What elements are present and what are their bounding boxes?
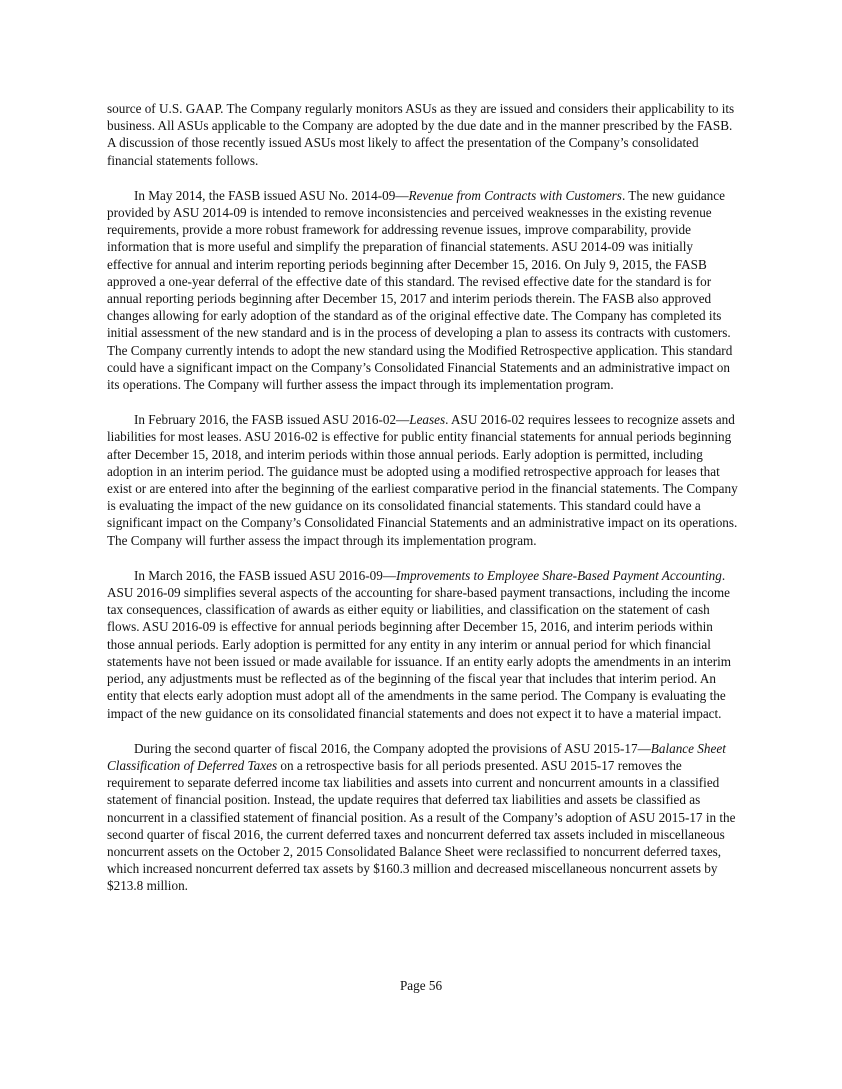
page-number: Page 56: [399, 978, 443, 993]
paragraph-asu-2016-02: [107, 411, 739, 549]
standard-title: Revenue from Contracts with Customers: [408, 187, 622, 203]
paragraph-asu-2014-09: [107, 187, 739, 393]
paragraph-asu-overview: [107, 100, 739, 169]
paragraph-text: In May 2014, the FASB issued ASU No. 2014-09—: [134, 187, 409, 203]
paragraph-text: In February 2016, the FASB issued ASU 2016-02—: [134, 412, 410, 428]
paragraph-asu-2016-09: [107, 567, 739, 722]
paragraph-text: . The new guidance provided by ASU 2014-09 is intended to remove inconsistencies and perceived weaknesses in the existing revenue requirements, provide a more robust framework for addressing revenue issues, improve comparability, provide information that is more useful and simplify the preparation of financial statements. ASU 2014-09 was initially effective for annual and interim reporting periods beginning after December 15, 2016. On July 9, 2015, the FASB approved a one-year deferral of the effective date of this standard. The revised effective date for the standard is for annual reporting periods beginning after December 15, 2017 and interim periods therein. The FASB also approved changes allowing for early adoption of the standard as of the original effective date. The Company has completed its initial assessment of the new standard and is in the process of developing a plan to assess its contracts with customers. The Company currently intends to adopt the new standard using the Modified Retrospective application. This standard could have a significant impact on the Company’s Consolidated Financial Statements and an administrative impact on its operations. The Company will further assess the impact through its implementation program.: [107, 187, 733, 393]
paragraph-text: . ASU 2016-09 simplifies several aspects of the accounting for share-based payment transactions, including the income tax consequences, classification of awards as either equity or liabilities, and classification on the statement of cash flows. ASU 2016-09 is effective for annual periods beginning after December 15, 2016, and interim periods within those annual periods. Early adoption is permitted for any entity in any interim or annual period for which financial statements have not been issued or made available for issuance. If an entity early adopts the amendments in an interim period, any adjustments must be reflected as of the beginning of the fiscal year that includes that interim period. An entity that elects early adoption must adopt all of the amendments in the same period. The Company is evaluating the impact of the new guidance on its consolidated financial statements and does not expect it to have a material impact.: [107, 567, 732, 721]
page-footer: [0, 977, 842, 994]
paragraph-asu-2015-17: [107, 740, 739, 895]
paragraph-text: source of U.S. GAAP. The Company regularly monitors ASUs as they are issued and considers their applicability to its business. All ASUs applicable to the Company are adopted by the due date and in the manner prescribed by the FASB. A discussion of those recently issued ASUs most likely to affect the presentation of the Company’s consolidated financial statements follows.: [107, 101, 735, 168]
document-body: [107, 100, 739, 913]
standard-title: Leases: [409, 412, 446, 428]
paragraph-text: on a retrospective basis for all periods presented. ASU 2015-17 removes the requirement to separate deferred income tax liabilities and assets into current and noncurrent amounts in a classified statement of financial position. Instead, the update requires that deferred tax liabilities and assets be classified as noncurrent in a classified statement of financial position. As a result of the Company’s adoption of ASU 2015-17 in the second quarter of fiscal 2016, the current deferred taxes and noncurrent deferred tax assets included in miscellaneous noncurrent assets on the October 2, 2015 Consolidated Balance Sheet were reclassified to noncurrent deferred taxes, which increased noncurrent deferred tax assets by $160.3 million and decreased miscellaneous noncurrent assets by $213.8 million.: [107, 757, 736, 894]
standard-title: Balance Sheet Classification of Deferred Taxes: [107, 740, 726, 773]
paragraph-text: In March 2016, the FASB issued ASU 2016-09—: [134, 567, 397, 583]
paragraph-text: . ASU 2016-02 requires lessees to recognize assets and liabilities for most leases. ASU 2016-02 is effective for public entity financial statements for annual periods beginning after December 15, 2018, and interim periods within those annual periods. Early adoption is permitted, including adoption in an interim period. The guidance must be adopted using a modified retrospective approach for leases that exist or are entered into after the beginning of the earliest comparative period in the financial statements. The Company is evaluating the impact of the new guidance on its consolidated financial statements. This standard could have a significant impact on the Company’s Consolidated Financial Statements and an administrative impact on its operations. The Company will further assess the impact through its implementation program.: [107, 412, 738, 548]
paragraph-text: During the second quarter of fiscal 2016, the Company adopted the provisions of ASU 2015-17—: [134, 740, 651, 756]
standard-title: Improvements to Employee Share-Based Payment Accounting: [396, 567, 722, 583]
